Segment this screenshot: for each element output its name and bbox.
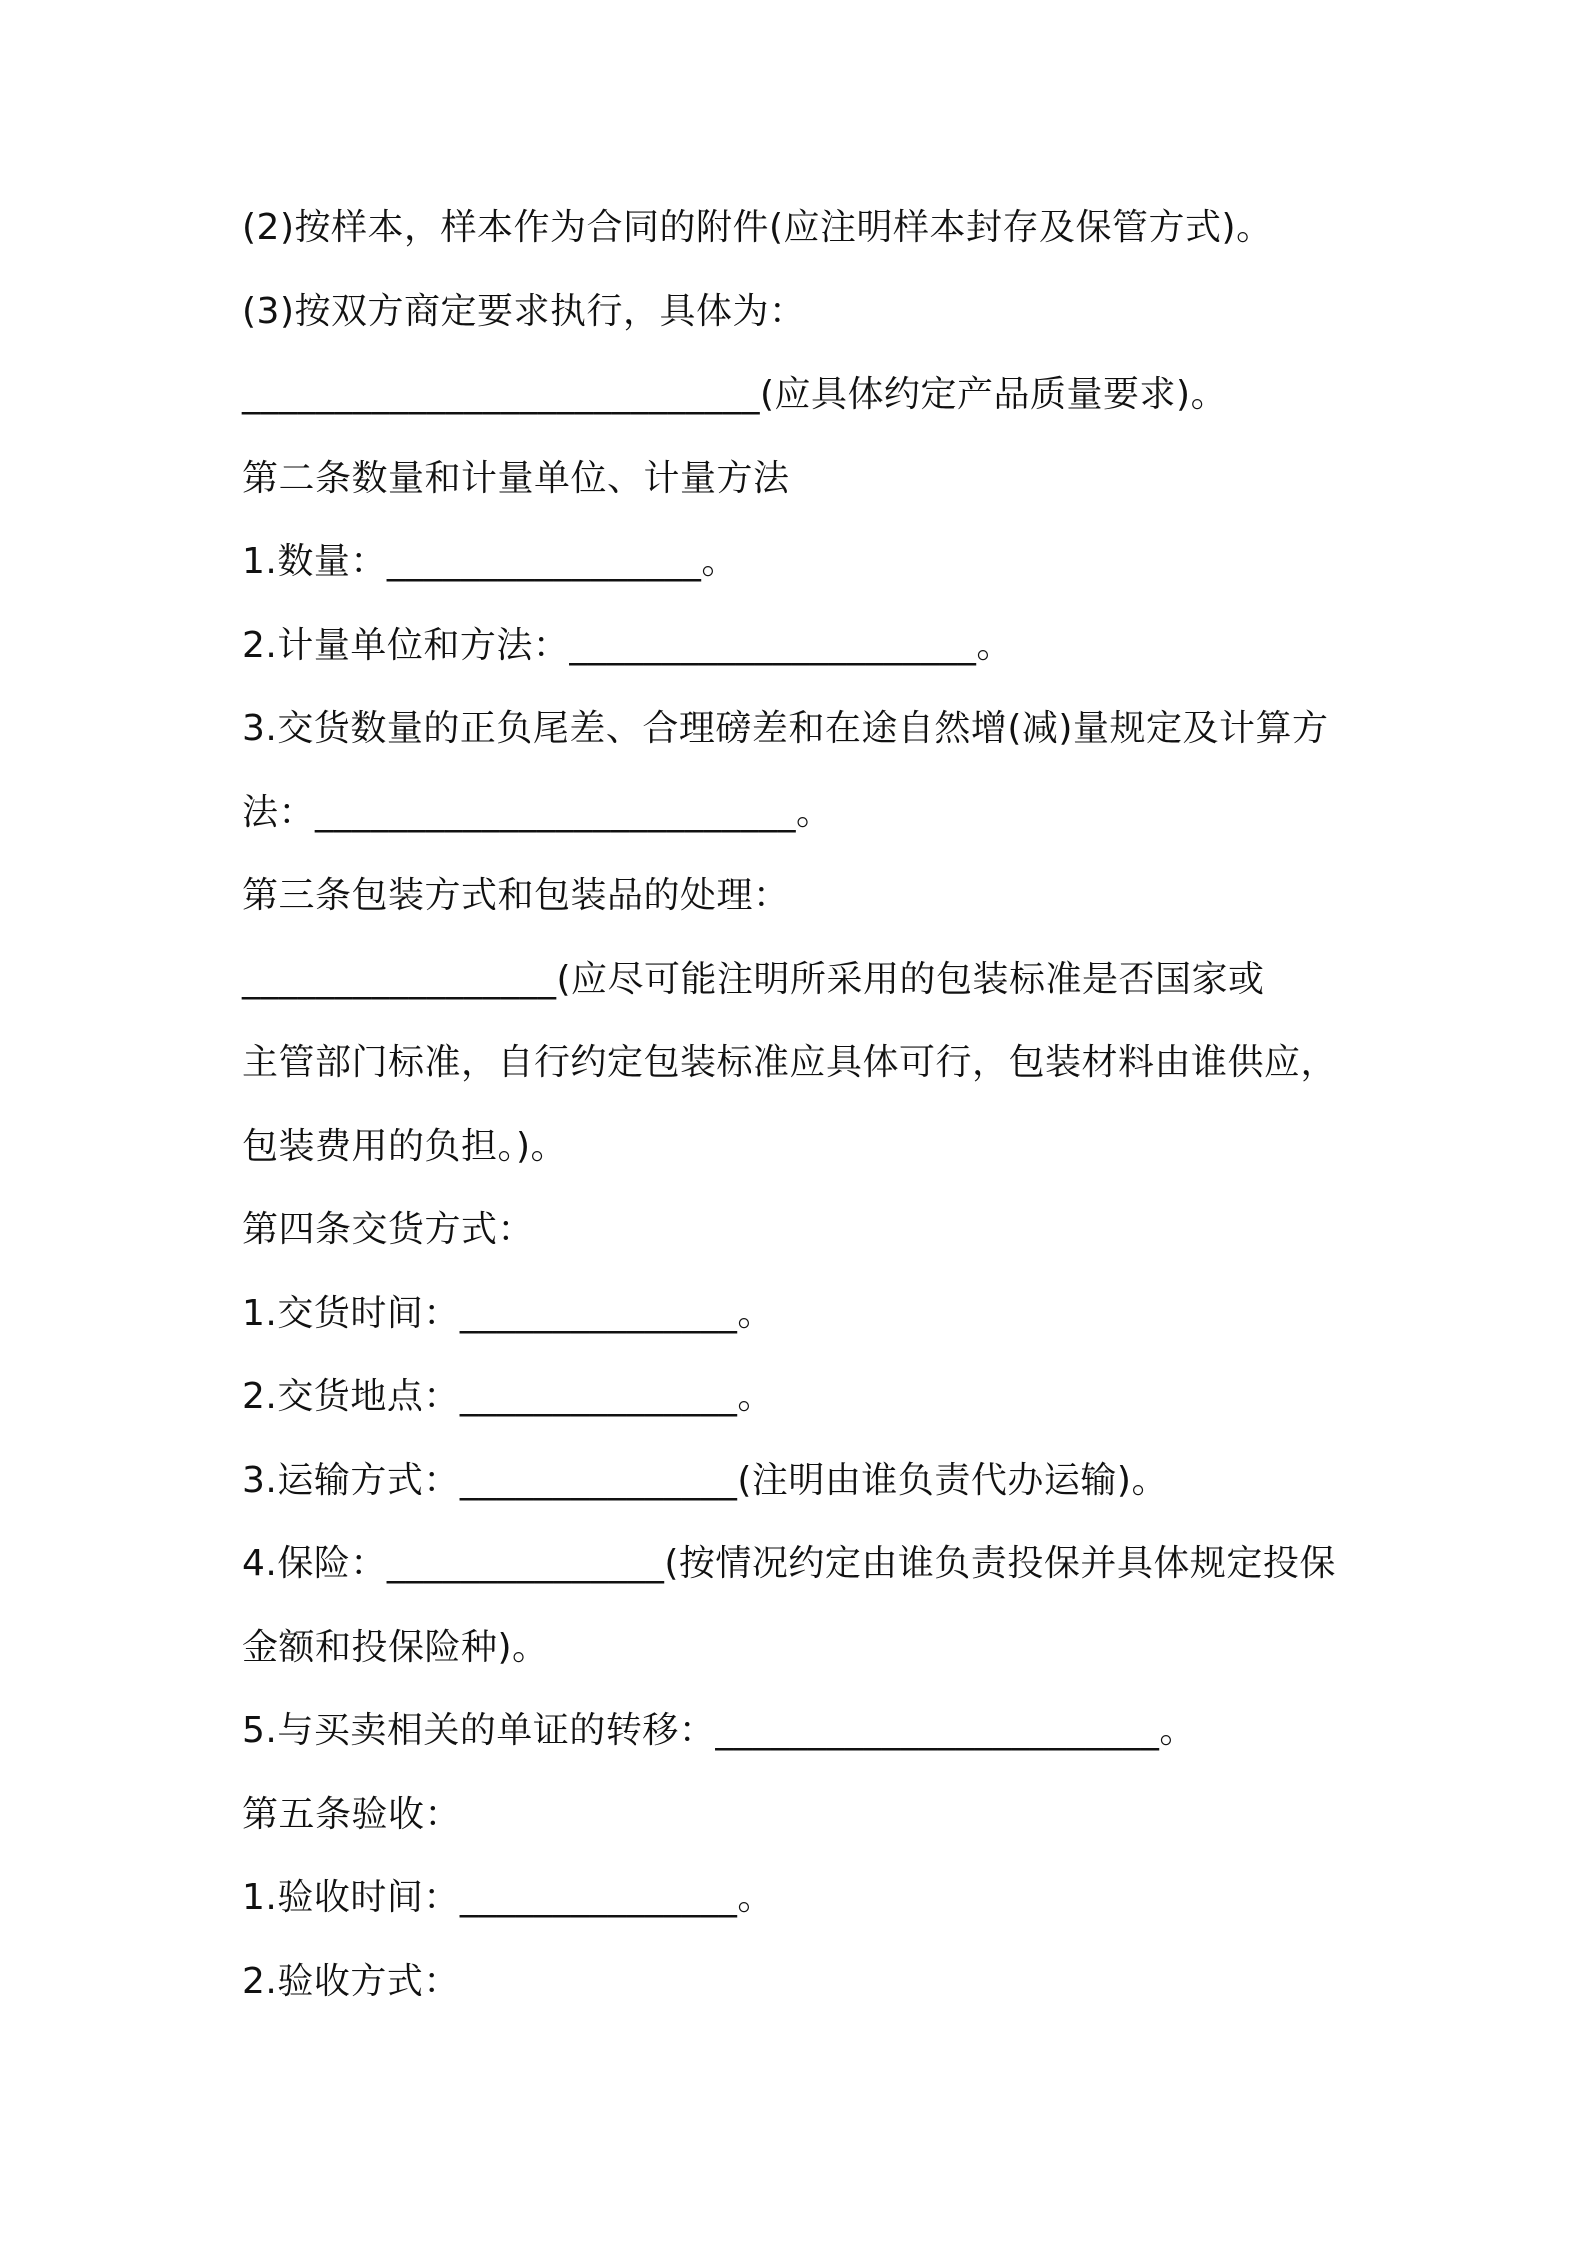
document-body — [242, 196, 1362, 2033]
article-4-item-4: 4.保险：_______________(按情况约定由谁负责投保并具体规定投保 — [242, 1543, 1336, 1584]
article-4-item-3: 3.运输方式：_______________(注明由谁负责代办运输)。 — [242, 1459, 1168, 1501]
article-3-heading: 第三条包装方式和包装品的处理： — [242, 875, 790, 916]
article-2-item-3-cont: 法：__________________________。 — [242, 791, 833, 833]
article-5-item-1: 1.验收时间：_______________。 — [242, 1877, 774, 1918]
article-4-item-4-cont: 金额和投保险种)。 — [242, 1626, 549, 1668]
clause-quality-option-3: (3)按双方商定要求执行，具体为： — [242, 290, 806, 332]
article-3-text-1: _________________(应尽可能注明所采用的包装标准是否国家或 — [242, 958, 1265, 1000]
article-2-heading: 第二条数量和计量单位、计量方法 — [242, 457, 790, 499]
article-5-heading: 第五条验收： — [242, 1793, 462, 1835]
article-4-item-5: 5.与买卖相关的单证的转移：________________________。 — [242, 1710, 1196, 1751]
clause-quality-option-2: (2)按样本，样本作为合同的附件(应注明样本封存及保管方式)。 — [242, 207, 1273, 248]
article-2-item-1: 1.数量：_________________。 — [242, 541, 738, 582]
article-5-item-2: 2.验收方式： — [242, 1960, 460, 2002]
article-4-item-1: 1.交货时间：_______________。 — [242, 1292, 774, 1334]
article-4-item-2: 2.交货地点：_______________。 — [242, 1376, 774, 1417]
article-4-heading: 第四条交货方式： — [242, 1209, 535, 1250]
article-3-text-3: 包装费用的负担。)。 — [242, 1125, 568, 1167]
clause-quality-blank: ____________________________(应具体约定产品质量要求)。 — [242, 374, 1228, 415]
article-3-text-2: 主管部门标准，自行约定包装标准应具体可行，包装材料由谁供应， — [242, 1042, 1338, 1083]
article-2-item-3: 3.交货数量的正负尾差、合理磅差和在途自然增(减)量规定及计算方 — [242, 708, 1329, 749]
article-2-item-2: 2.计量单位和方法：______________________。 — [242, 624, 1013, 666]
